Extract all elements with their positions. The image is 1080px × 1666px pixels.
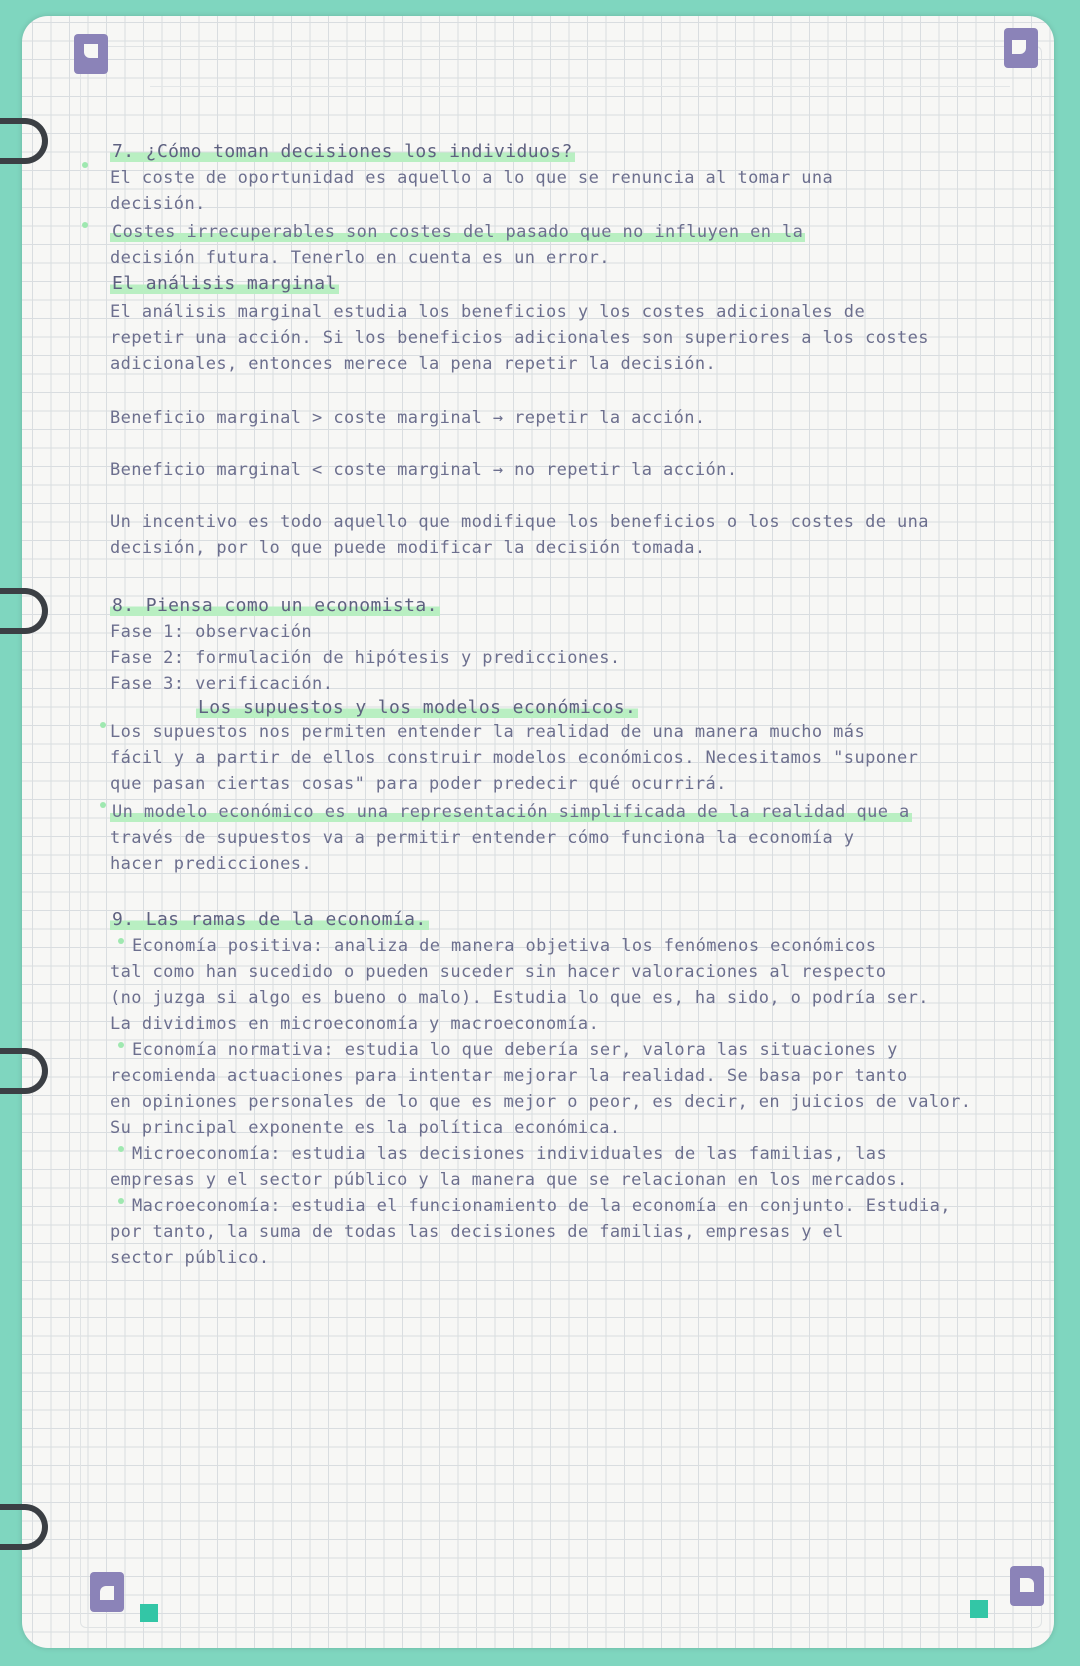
accent-square	[970, 1600, 988, 1618]
note-line: Un incentivo es todo aquello que modifique los beneficios o los costes de una	[110, 512, 929, 532]
section-title-text: 7. ¿Cómo toman decisiones los individuos?	[112, 141, 573, 162]
bullet-icon	[100, 802, 106, 808]
note-line: Fase 3: verificación.	[110, 674, 334, 694]
note-line: La dividimos en microeconomía y macroeconomía.	[110, 1014, 600, 1034]
section-title	[110, 908, 429, 932]
section-title	[110, 140, 575, 164]
binder-ring-icon	[0, 1048, 48, 1094]
note-line: que pasan ciertas cosas" para poder predecir qué ocurrirá.	[110, 774, 727, 794]
bullet-icon	[100, 722, 106, 728]
note-line: Macroeconomía: estudia el funcionamiento de la economía en conjunto. Estudia,	[132, 1196, 951, 1216]
formula-line: Beneficio marginal > coste marginal → repetir la acción.	[110, 408, 706, 428]
bullet-icon	[82, 222, 88, 228]
subheading	[110, 272, 339, 296]
note-line: Microeconomía: estudia las decisiones individuales de las familias, las	[132, 1144, 888, 1164]
section-title-text: 9. Las ramas de la economía.	[112, 909, 427, 930]
bullet-icon	[82, 162, 88, 168]
section-title	[110, 594, 440, 618]
corner-bracket-icon	[74, 34, 108, 74]
note-line: decisión.	[110, 194, 206, 214]
note-line	[110, 800, 912, 824]
binder-ring-icon	[0, 588, 48, 634]
note-line: través de supuestos va a permitir entender cómo funciona la economía y	[110, 828, 855, 848]
bullet-icon	[118, 1146, 124, 1152]
note-line: Economía normativa: estudia lo que debería ser, valora las situaciones y	[132, 1040, 898, 1060]
note-line: Su principal exponente es la política económica.	[110, 1118, 621, 1138]
note-line: hacer predicciones.	[110, 854, 313, 874]
subheading-text: El análisis marginal	[112, 273, 337, 294]
note-line: El coste de oportunidad es aquello a lo que se renuncia al tomar una	[110, 168, 834, 188]
note-line: tal como han sucedido o pueden suceder sin hacer valoraciones al respecto	[110, 962, 887, 982]
note-line: decisión, por lo que puede modificar la decisión tomada.	[110, 538, 706, 558]
corner-bracket-icon	[1010, 1566, 1044, 1606]
note-line: El análisis marginal estudia los beneficios y los costes adicionales de	[110, 302, 866, 322]
section-title-text: 8. Piensa como un economista.	[112, 595, 438, 616]
corner-bracket-icon	[1004, 28, 1038, 68]
note-line: Fase 1: observación	[110, 622, 313, 642]
note-line: fácil y a partir de ellos construir modelos económicos. Necesitamos "suponer	[110, 748, 919, 768]
note-line: repetir una acción. Si los beneficios adicionales son superiores a los costes	[110, 328, 929, 348]
note-line: por tanto, la suma de todas las decisiones de familias, empresas y el	[110, 1222, 844, 1242]
bullet-icon	[118, 1198, 124, 1204]
corner-bracket-icon	[90, 1572, 124, 1612]
formula-line: Beneficio marginal < coste marginal → no repetir la acción.	[110, 460, 738, 480]
note-line: (no juzga si algo es bueno o malo). Estudia lo que es, ha sido, o podría ser.	[110, 988, 929, 1008]
binder-ring-icon	[0, 118, 48, 164]
note-line: adicionales, entonces merece la pena repetir la decisión.	[110, 354, 717, 374]
note-line: Fase 2: formulación de hipótesis y predicciones.	[110, 648, 621, 668]
note-line-text: Un modelo económico es una representación simplificada de la realidad que a	[112, 802, 910, 822]
bullet-icon	[118, 1042, 124, 1048]
note-line: Economía positiva: analiza de manera objetiva los fenómenos económicos	[132, 936, 877, 956]
bullet-icon	[118, 938, 124, 944]
accent-square	[140, 1604, 158, 1622]
page-header-strip	[150, 42, 1010, 87]
note-line: sector público.	[110, 1248, 270, 1268]
note-line: empresas y el sector público y la manera que se relacionan en los mercados.	[110, 1170, 908, 1190]
binder-ring-icon	[0, 1504, 48, 1550]
note-line: recomienda actuaciones para intentar mejorar la realidad. Se basa por tanto	[110, 1066, 908, 1086]
note-line: decisión futura. Tenerlo en cuenta es un error.	[110, 248, 610, 268]
note-line: en opiniones personales de lo que es mejor o peor, es decir, en juicios de valor.	[110, 1092, 972, 1112]
note-line-text: Costes irrecuperables son costes del pasado que no influyen en la	[112, 222, 804, 242]
subheading-text: Los supuestos y los modelos económicos.	[198, 697, 637, 718]
note-line: Los supuestos nos permiten entender la realidad de una manera mucho más	[110, 722, 866, 742]
subheading	[196, 696, 638, 720]
note-line	[110, 220, 805, 244]
